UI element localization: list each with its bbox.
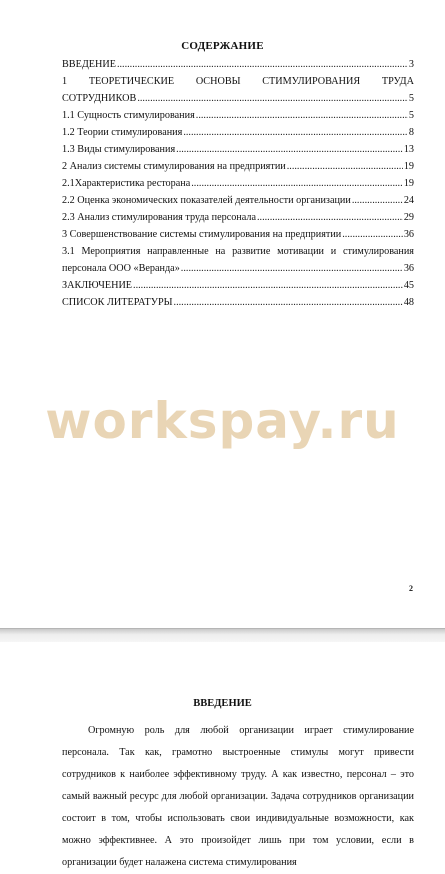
toc-page-number: 45 <box>403 280 414 291</box>
toc-title: СОДЕРЖАНИЕ <box>181 40 264 52</box>
section-title: ВВЕДЕНИЕ <box>193 698 252 709</box>
toc-page-number: 3 <box>408 59 414 70</box>
table-of-contents <box>62 56 414 311</box>
toc-entry[interactable] <box>62 124 414 141</box>
toc-entry-title: персонала ООО «Веранда» <box>62 263 180 274</box>
toc-page-number: 36 <box>403 229 414 240</box>
toc-leader-dots <box>181 260 403 277</box>
toc-entry-title: СОТРУДНИКОВ <box>62 93 137 104</box>
toc-entry-title: 2 Анализ системы стимулирования на предприятии <box>62 161 286 172</box>
toc-entry-title: ЗАКЛЮЧЕНИЕ <box>62 280 133 291</box>
toc-leader-dots <box>176 141 403 158</box>
toc-page-number: 19 <box>403 161 414 172</box>
toc-entry[interactable] <box>62 56 414 73</box>
toc-entry[interactable] <box>62 158 414 175</box>
toc-entry-title: 1.1 Сущность стимулирования <box>62 110 195 121</box>
toc-entry[interactable] <box>62 175 414 192</box>
toc-entry-heading[interactable]: 1 ТЕОРЕТИЧЕСКИЕ ОСНОВЫ СТИМУЛИРОВАНИЯ ТРУДА <box>62 76 414 87</box>
toc-page-number: 29 <box>403 212 414 223</box>
toc-page-number: 5 <box>408 93 414 104</box>
toc-leader-dots <box>137 90 408 107</box>
toc-leader-dots <box>196 107 408 124</box>
toc-leader-dots <box>133 277 403 294</box>
toc-page-number: 13 <box>403 144 414 155</box>
page-number: 2 <box>409 584 413 593</box>
toc-leader-dots <box>257 209 403 226</box>
body-paragraph: Огромную роль для любой организации играет стимулирование персонала. Так как, грамотно выстроенные стимулы могут привести сотрудников к наиболее эффективному труду. А как известно, персонал – это самый важный ресурс для любой организации. Задача сотрудников организации состоит в том, чтобы использовать свои индивидуальные возможности, как можно эффективнее. А это произойдет лишь при том условии, если в организации будет налажена система стимулирования <box>62 725 414 868</box>
toc-entry-heading[interactable]: 3.1 Мероприятия направленные на развитие мотивации и стимулирования <box>62 246 414 257</box>
toc-entry-title: ВВЕДЕНИЕ <box>62 59 116 70</box>
document-page-3 <box>0 642 445 868</box>
toc-entry[interactable] <box>62 277 414 294</box>
toc-entry-title: 3 Совершенствование системы стимулирования на предприятии <box>62 229 342 240</box>
toc-entry-title: 2.3 Анализ стимулирования труда персонала <box>62 212 256 223</box>
toc-leader-dots <box>174 294 403 311</box>
toc-entry[interactable] <box>62 192 414 209</box>
toc-page-number: 24 <box>403 195 414 206</box>
toc-leader-dots <box>342 226 403 243</box>
toc-leader-dots <box>117 56 408 73</box>
toc-entry[interactable] <box>62 107 414 124</box>
toc-leader-dots <box>183 124 408 141</box>
toc-leader-dots <box>287 158 403 175</box>
toc-entry[interactable] <box>62 226 414 243</box>
toc-leader-dots <box>191 175 403 192</box>
toc-entry[interactable] <box>62 209 414 226</box>
toc-entry-title: 1.2 Теории стимулирования <box>62 127 183 138</box>
toc-entry[interactable] <box>62 90 414 107</box>
toc-entry-title: 2.1Характеристика ресторана <box>62 178 191 189</box>
toc-page-number: 19 <box>403 178 414 189</box>
toc-entry-title: 1.3 Виды стимулирования <box>62 144 176 155</box>
toc-leader-dots <box>352 192 403 209</box>
toc-entry-title: 2.2 Оценка экономических показателей деятельности организации <box>62 195 351 206</box>
toc-page-number: 48 <box>403 297 414 308</box>
toc-entry[interactable] <box>62 141 414 158</box>
toc-page-number: 8 <box>408 127 414 138</box>
toc-entry-title: СПИСОК ЛИТЕРАТУРЫ <box>62 297 173 308</box>
watermark: workspay.ru <box>45 392 400 450</box>
page-separator <box>0 628 445 643</box>
toc-page-number: 5 <box>408 110 414 121</box>
toc-entry[interactable] <box>62 260 414 277</box>
toc-page-number: 36 <box>403 263 414 274</box>
toc-entry[interactable] <box>62 294 414 311</box>
